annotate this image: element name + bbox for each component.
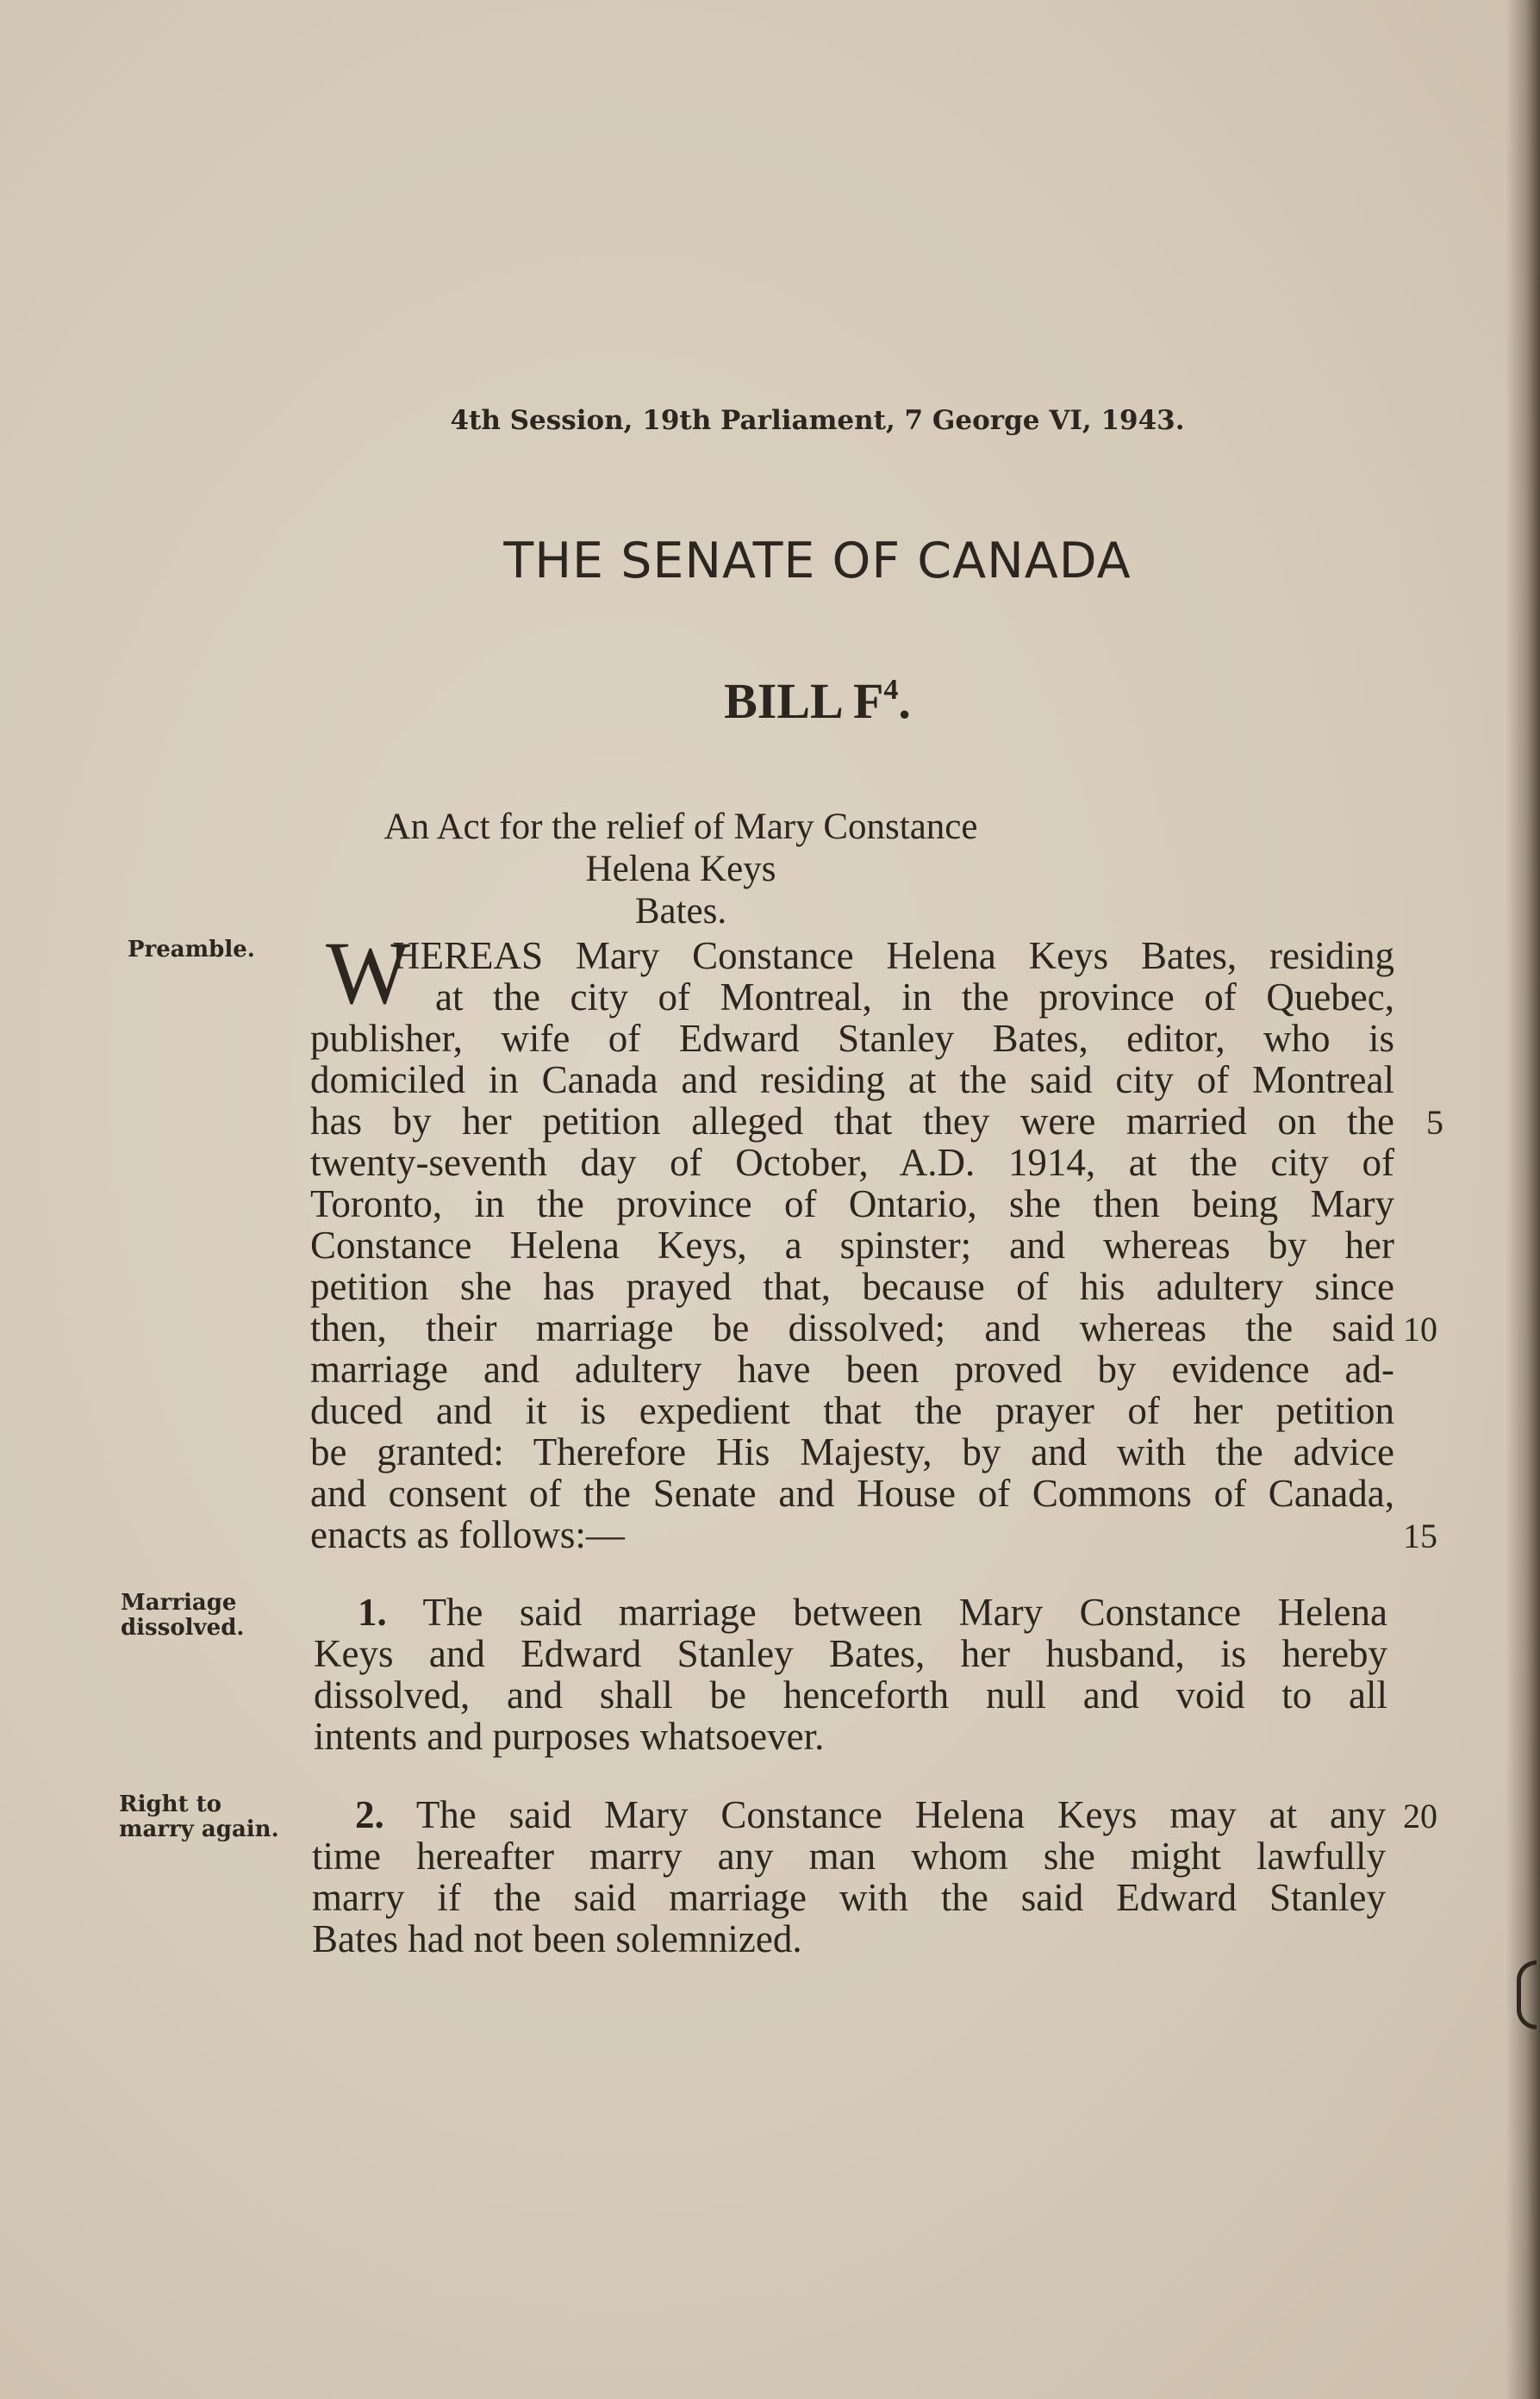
section-2-line-1 — [355, 1794, 1386, 1835]
preamble-line-13: be granted: Therefore His Majesty, by and with the advice — [310, 1430, 1394, 1474]
margin-note-marriage-line-2: dissolved. — [121, 1615, 245, 1641]
section-1-line-1 — [358, 1592, 1387, 1633]
preamble-dropcap: W — [326, 924, 411, 1023]
session-header: 4th Session, 19th Parliament, 7 George VI, 1943. — [450, 405, 1185, 436]
margin-note-right-to-marry — [119, 1792, 279, 1842]
section-1-number: 1. — [358, 1591, 387, 1634]
act-title — [362, 806, 1000, 932]
section-1-line-1-text: The said marriage between Mary Constance Helena — [422, 1591, 1387, 1634]
margin-note-right-line-2: marry again. — [119, 1816, 279, 1842]
preamble-line-12: duced and it is expedient that the prayer of her petition — [310, 1389, 1394, 1432]
margin-note-marriage-dissolved — [121, 1591, 244, 1641]
section-1-line-3: dissolved, and shall be henceforth null and void to all — [314, 1673, 1387, 1717]
preamble-line-4: domiciled in Canada and residing at the said city of Montreal — [310, 1058, 1394, 1101]
line-number-15: 15 — [1403, 1517, 1437, 1555]
page-edge-shadow — [1506, 0, 1540, 2399]
preamble-line-15: enacts as follows:— — [310, 1513, 625, 1556]
preamble-line-5: has by her petition alleged that they were married on the — [310, 1100, 1394, 1143]
section-2-number: 2. — [355, 1793, 384, 1836]
line-number-5: 5 — [1426, 1103, 1443, 1142]
bill-period: . — [898, 673, 911, 729]
binding-clip-mark — [1517, 1960, 1537, 2029]
section-2-line-3: marry if the said marriage with the said Edward Stanley — [312, 1876, 1386, 1919]
preamble-line-11: marriage and adultery have been proved by evidence ad- — [310, 1348, 1394, 1391]
act-title-line-2: Bates. — [634, 891, 727, 932]
preamble-line-10: then, their marriage be dissolved; and whereas the said — [310, 1306, 1394, 1349]
section-2-line-2: time hereafter marry any man whom she might lawfully — [312, 1835, 1386, 1878]
line-number-20: 20 — [1403, 1797, 1437, 1835]
preamble-line-8: Constance Helena Keys, a spinster; and whereas by her — [310, 1224, 1394, 1267]
margin-note-right-line-1: Right to — [119, 1791, 221, 1817]
preamble-line-2: at the city of Montreal, in the province of Quebec, — [435, 975, 1394, 1019]
section-1-line-4: intents and purposes whatsoever. — [314, 1715, 825, 1758]
section-2-line-4: Bates had not been solemnized. — [312, 1917, 802, 1960]
preamble-line-1: HEREAS Mary Constance Helena Keys Bates, residing — [392, 934, 1394, 977]
act-title-line-1: An Act for the relief of Mary Constance Helena Keys — [383, 807, 978, 889]
line-number-10: 10 — [1403, 1310, 1437, 1349]
section-1-line-2: Keys and Edward Stanley Bates, her husband, is hereby — [314, 1632, 1387, 1675]
bill-label: BILL F — [724, 673, 884, 729]
section-2-line-1-text: The said Mary Constance Helena Keys may at any — [415, 1793, 1386, 1836]
bill-superscript: 4 — [883, 674, 899, 706]
preamble-line-7: Toronto, in the province of Ontario, she then being Mary — [310, 1182, 1394, 1225]
preamble-line-14: and consent of the Senate and House of Commons of Canada, — [310, 1472, 1394, 1515]
preamble-line-6: twenty-seventh day of October, A.D. 1914, at the city of — [310, 1141, 1394, 1184]
preamble-line-9: petition she has prayed that, because of his adultery since — [310, 1265, 1394, 1308]
margin-note-marriage-line-1: Marriage — [121, 1590, 237, 1616]
margin-note-preamble: Preamble. — [128, 937, 255, 963]
preamble-line-3: publisher, wife of Edward Stanley Bates, editor, who is — [310, 1017, 1394, 1060]
house-title: THE SENATE OF CANADA — [503, 533, 1132, 589]
bill-number — [0, 672, 1540, 730]
